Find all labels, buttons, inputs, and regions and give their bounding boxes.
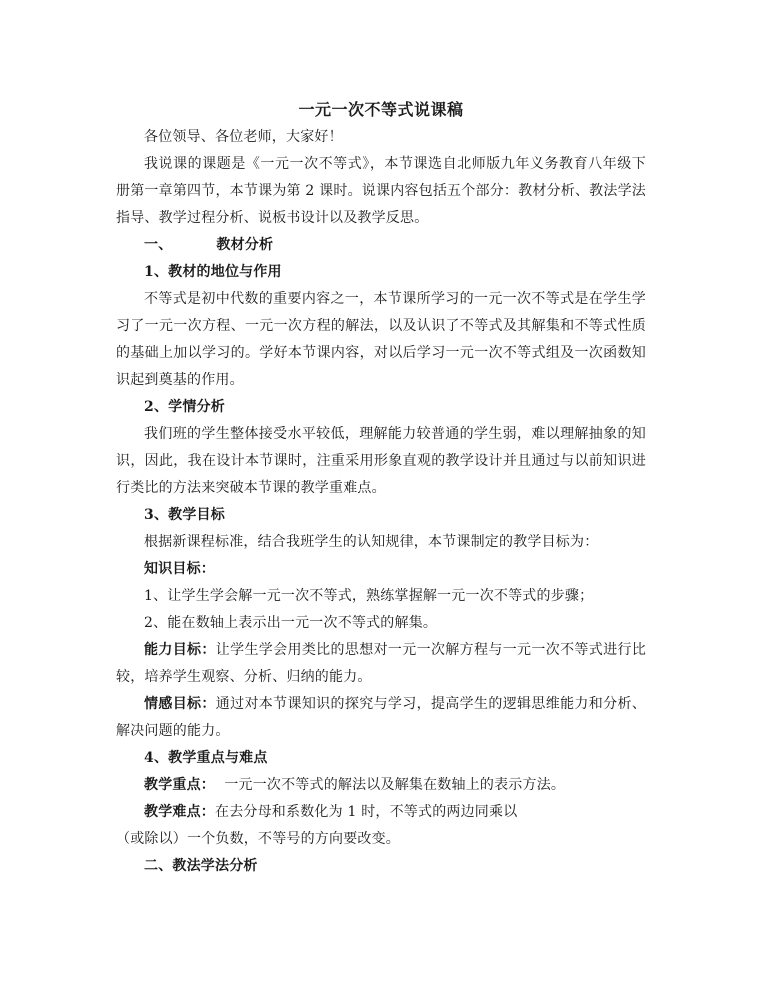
knowledge-goal-item: 1、让学生学会解一元一次不等式，熟练掌握解一元一次不等式的步骤； — [144, 588, 594, 604]
knowledge-goal-label: 知识目标： — [144, 561, 215, 577]
difficult-point-continuation: （或除以）一个负数，不等号的方向要改变。 — [116, 831, 400, 847]
student-analysis-paragraph: 我们班的学生整体接受水平较低，理解能力较普通的学生弱，难以理解抽象的知识，因此，我在设计本节课时，注重采用形象直观的教学设计并且通过与以前知识进行类比的方法来突破本节课的教学重难点。 — [116, 426, 646, 496]
ability-goal-text: 让学生学会用类比的思想对一元一次解方程与一元一次不等式进行比较，培养学生观察、分析、归纳的能力。 — [116, 642, 647, 685]
difficult-point-paragraph — [116, 799, 646, 826]
section-number: 一、 — [144, 237, 173, 253]
subheading-student-analysis: 2、学情分析 — [144, 399, 225, 415]
document-title: 一元一次不等式说课稿 — [298, 100, 464, 119]
ability-goal-label: 能力目标： — [144, 642, 216, 658]
section-heading-textbook-analysis — [116, 232, 646, 259]
emotion-goal-label: 情感目标： — [144, 696, 216, 712]
intro-paragraph: 我说课的课题是《一元一次不等式》，本节课选自北师版九年义务教育八年级下册第一章第四节，本节课为第 2 课时。说课内容包括五个部分：教材分析、教法学法指导、教学过程分析、说板书设计以及教学反思。 — [116, 156, 646, 226]
section-heading-teaching-methods: 二、教法学法分析 — [144, 858, 258, 874]
subheading-key-difficult-points: 4、教学重点与难点 — [144, 750, 268, 766]
teaching-goals-paragraph: 根据新课程标准，结合我班学生的认知规律，本节课制定的教学目标为： — [144, 534, 599, 550]
emotion-goal-paragraph — [116, 691, 646, 745]
section-title: 教材分析 — [216, 237, 274, 253]
key-point-text: 一元一次不等式的解法以及解集在数轴上的表示方法。 — [224, 777, 566, 793]
status-role-paragraph: 不等式是初中代数的重要内容之一，本节课所学习的一元一次不等式是在学生学习了一元一次方程、一元一次方程的解法，以及认识了不等式及其解集和不等式性质的基础上加以学习的。学好本节课内容，对以后学习一元一次不等式组及一次函数知识起到奠基的作用。 — [116, 291, 646, 388]
greeting-paragraph: 各位领导、各位老师，大家好！ — [144, 129, 343, 145]
knowledge-goal-item: 2、能在数轴上表示出一元一次不等式的解集。 — [144, 615, 438, 631]
key-point-paragraph — [116, 772, 646, 799]
document-page — [116, 96, 646, 880]
ability-goal-paragraph — [116, 637, 646, 691]
subheading-status-role: 1、教材的地位与作用 — [144, 264, 282, 280]
difficult-point-text: 在去分母和系数化为 1 时，不等式的两边同乘以 — [215, 804, 518, 820]
difficult-point-label: 教学难点： — [144, 804, 215, 820]
subheading-teaching-goals: 3、教学目标 — [144, 507, 225, 523]
emotion-goal-text: 通过对本节课知识的探究与学习，提高学生的逻辑思维能力和分析、解决问题的能力。 — [116, 696, 647, 739]
key-point-label: 教学重点： — [144, 777, 215, 793]
